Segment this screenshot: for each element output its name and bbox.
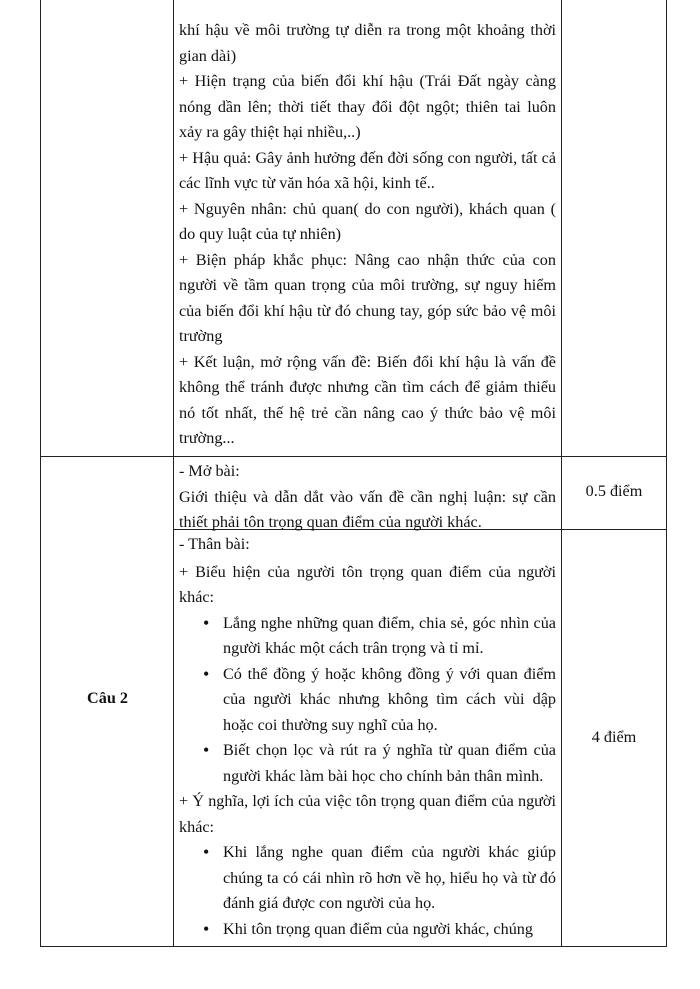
question-label: Câu 2 [87, 689, 128, 707]
row1-line-0: khí hậu về môi trường tự diễn ra trong một khoảng thời gian dài) [179, 21, 556, 65]
column-divider-1 [173, 0, 174, 946]
than-bai-points: 4 điểm [591, 728, 637, 746]
than-bai-section-2: + Ý nghĩa, lợi ích của việc tôn trọng quan điểm của người khác: [179, 792, 556, 836]
row-divider-cau2 [41, 456, 666, 457]
mo-bai-heading: - Mở bài: [179, 462, 240, 480]
bullet-item: • Biết chọn lọc và rút ra ý nghĩa từ quan điểm của người khác làm bài học cho chính bản thân mình. [179, 738, 556, 789]
row1-line-2: + Hậu quả: Gây ảnh hưởng đến đời sống con người, tất cả các lĩnh vực từ văn hóa xã hội, kinh tế.. [179, 148, 556, 192]
than-bai-section-1: + Biểu hiện của người tôn trọng quan điểm của người khác: [179, 562, 556, 606]
grading-table [40, 0, 667, 947]
row1-content [179, 18, 556, 452]
row1-line-3: + Nguyên nhân: chủ quan( do con người), khách quan ( do quy luật của tự nhiên) [179, 199, 556, 243]
row1-line-5: + Kết luận, mở rộng vấn đề: Biến đổi khí hậu là vấn đề không thể tránh được nhưng cần tìm cách để giảm thiểu nó tốt nhất, thế hệ trẻ cần nâng cao ý thức bảo vệ môi trường... [179, 352, 556, 447]
mo-bai-text: Giới thiệu và dẫn dắt vào vấn đề cần nghị luận: sự cần thiết phải tôn trọng quan điểm của người khác. [179, 487, 556, 531]
row1-line-1: + Hiện trạng của biến đổi khí hậu (Trái Đất ngày càng nóng dần lên; thời tiết thay đổi đột ngột; thiên tai luôn xảy ra gây thiệt hại nhiều,..) [179, 72, 556, 141]
than-bai-heading: - Thân bài: [179, 535, 250, 553]
mo-bai-points: 0.5 điểm [585, 482, 643, 500]
bullet-item: • Khi lắng nghe quan điểm của người khác giúp chúng ta có cái nhìn rõ hơn về họ, hiểu họ và từ đó đánh giá được con người của họ. [179, 840, 556, 917]
mo-bai-content [179, 459, 556, 536]
column-divider-2 [561, 0, 562, 946]
bullet-item: • Có thể đồng ý hoặc không đồng ý với quan điểm của người khác nhưng không tìm cách vùi dập hoặc coi thường suy nghĩ của họ. [179, 662, 556, 739]
bullet-item: • Khi tôn trọng quan điểm của người khác, chúng [179, 917, 556, 943]
row1-line-4: + Biện pháp khắc phục: Nâng cao nhận thức của con người về tầm quan trọng của môi trường, sự nguy hiểm của biến đổi khí hậu từ đó chung tay, góp sức bảo vệ môi trường [179, 250, 556, 345]
bullet-item: • Lắng nghe những quan điểm, chia sẻ, góc nhìn của người khác một cách trân trọng và tỉ mỉ. [179, 611, 556, 662]
than-bai-content [179, 532, 556, 942]
